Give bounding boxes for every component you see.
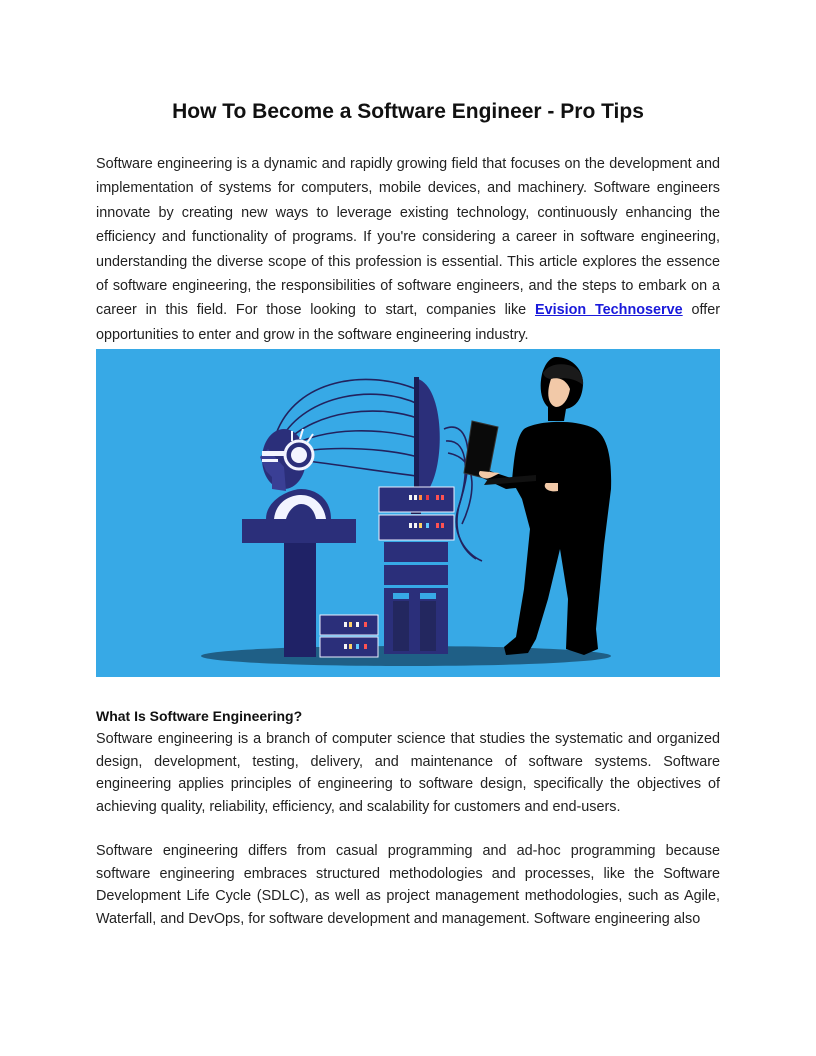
small-server-boxes <box>320 615 378 657</box>
section-heading: What Is Software Engineering? <box>96 708 303 724</box>
software-engineer-illustration <box>96 349 720 677</box>
section-paragraph-1: Software engineering is a branch of computer science that studies the systematic and organized design, development, testing, delivery, and maintenance of software systems. Software engineering applies principles of engineering to software design, specifically the objectives of achieving quality, reliability, efficiency, and scalability for customers and end-users. <box>96 731 720 815</box>
article-title: How To Become a Software Engineer - Pro Tips <box>172 100 644 123</box>
server-rack <box>379 487 454 654</box>
evision-link[interactable]: Evision Technoserve <box>534 302 683 319</box>
intro-tail: offer opportunities to enter and grow in the software engineering industry. <box>96 302 721 343</box>
satellite-dish <box>418 379 440 499</box>
hero-illustration <box>96 349 720 677</box>
section-paragraph-2: Software engineering differs from casual programming and ad-hoc programming because software engineering embraces structured methodologies and processes, like the Software Development Life Cycle (SDLC), as well as project management methodologies, such as Agile, Waterfall, and DevOps, for software development and management. Software engineering also <box>96 843 720 927</box>
intro-text: Software engineering is a dynamic and rapidly growing field that focuses on the development and implementation of systems for computers, mobile devices, and machinery. Software engineers innovate by creating new ways to leverage existing technology, continuously enhancing the efficiency and functionality of programs. If you're considering a career in software engineering, understanding the diverse scope of this profession is essential. This article explores the essence of software engineering, the responsibilities of software engineers, and the steps to embark on a career in this field. For those looking to start, companies like <box>96 156 720 319</box>
robot-pedestal <box>242 519 356 657</box>
intro-paragraph <box>96 152 720 347</box>
man-silhouette <box>464 357 611 655</box>
robot-head <box>260 429 331 519</box>
